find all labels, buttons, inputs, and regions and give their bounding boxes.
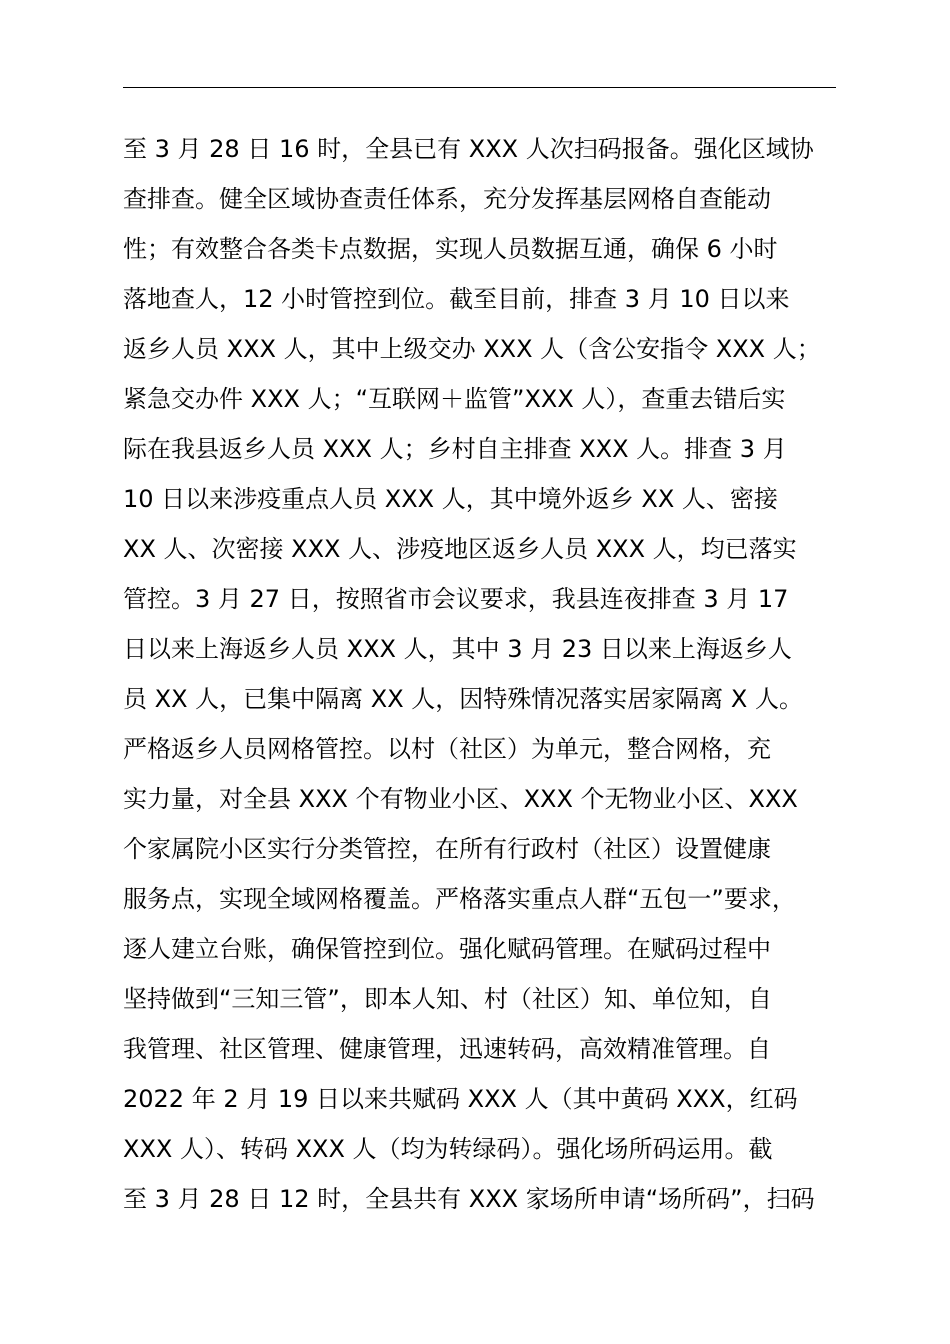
text-line: 管控。3 月 27 日，按照省市会议要求，我县连夜排查 3 月 17 [123, 585, 789, 613]
text-line: 返乡人员 XXX 人，其中上级交办 XXX 人（含公安指令 XXX 人； [123, 335, 821, 363]
header-rule [123, 87, 836, 88]
text-line: 10 日以来涉疫重点人员 XXX 人，其中境外返乡 XX 人、密接 [123, 485, 778, 513]
text-line: 我管理、社区管理、健康管理，迅速转码，高效精准管理。自 [123, 1035, 771, 1063]
text-line: 2022 年 2 月 19 日以来共赋码 XXX 人（其中黄码 XXX，红码 [123, 1085, 798, 1113]
text-line: 严格返乡人员网格管控。以村（社区）为单元，整合网格，充 [123, 735, 771, 763]
text-line: 员 XX 人，已集中隔离 XX 人，因特殊情况落实居家隔离 X 人。 [123, 685, 803, 713]
text-line: 至 3 月 28 日 12 时，全县共有 XXX 家场所申请“场所码”，扫码 [123, 1185, 815, 1213]
text-line: XX 人、次密接 XXX 人、涉疫地区返乡人员 XXX 人，均已落实 [123, 535, 797, 563]
text-line: 紧急交办件 XXX 人；“互联网＋监管”XXX 人），查重去错后实 [123, 385, 786, 413]
text-line: 逐人建立台账，确保管控到位。强化赋码管理。在赋码过程中 [123, 935, 771, 963]
text-line: 落地查人，12 小时管控到位。截至目前，排查 3 月 10 日以来 [123, 285, 790, 313]
text-line: 性；有效整合各类卡点数据，实现人员数据互通，确保 6 小时 [123, 235, 778, 263]
text-line: 个家属院小区实行分类管控，在所有行政村（社区）设置健康 [123, 835, 771, 863]
text-line: 至 3 月 28 日 16 时，全县已有 XXX 人次扫码报备。强化区域协 [123, 135, 814, 163]
text-line: 查排查。健全区域协查责任体系，充分发挥基层网格自查能动 [123, 185, 771, 213]
text-line: 实力量，对全县 XXX 个有物业小区、XXX 个无物业小区、XXX [123, 785, 798, 813]
text-line: 坚持做到“三知三管”，即本人知、村（社区）知、单位知，自 [123, 985, 772, 1013]
text-line: 服务点，实现全域网格覆盖。严格落实重点人群“五包一”要求， [123, 885, 796, 913]
text-line: 日以来上海返乡人员 XXX 人，其中 3 月 23 日以来上海返乡人 [123, 635, 792, 663]
text-line: XXX 人）、转码 XXX 人（均为转绿码）。强化场所码运用。截 [123, 1135, 773, 1163]
text-line: 际在我县返乡人员 XXX 人；乡村自主排查 XXX 人。排查 3 月 [123, 435, 787, 463]
body-paragraph [123, 124, 883, 1224]
